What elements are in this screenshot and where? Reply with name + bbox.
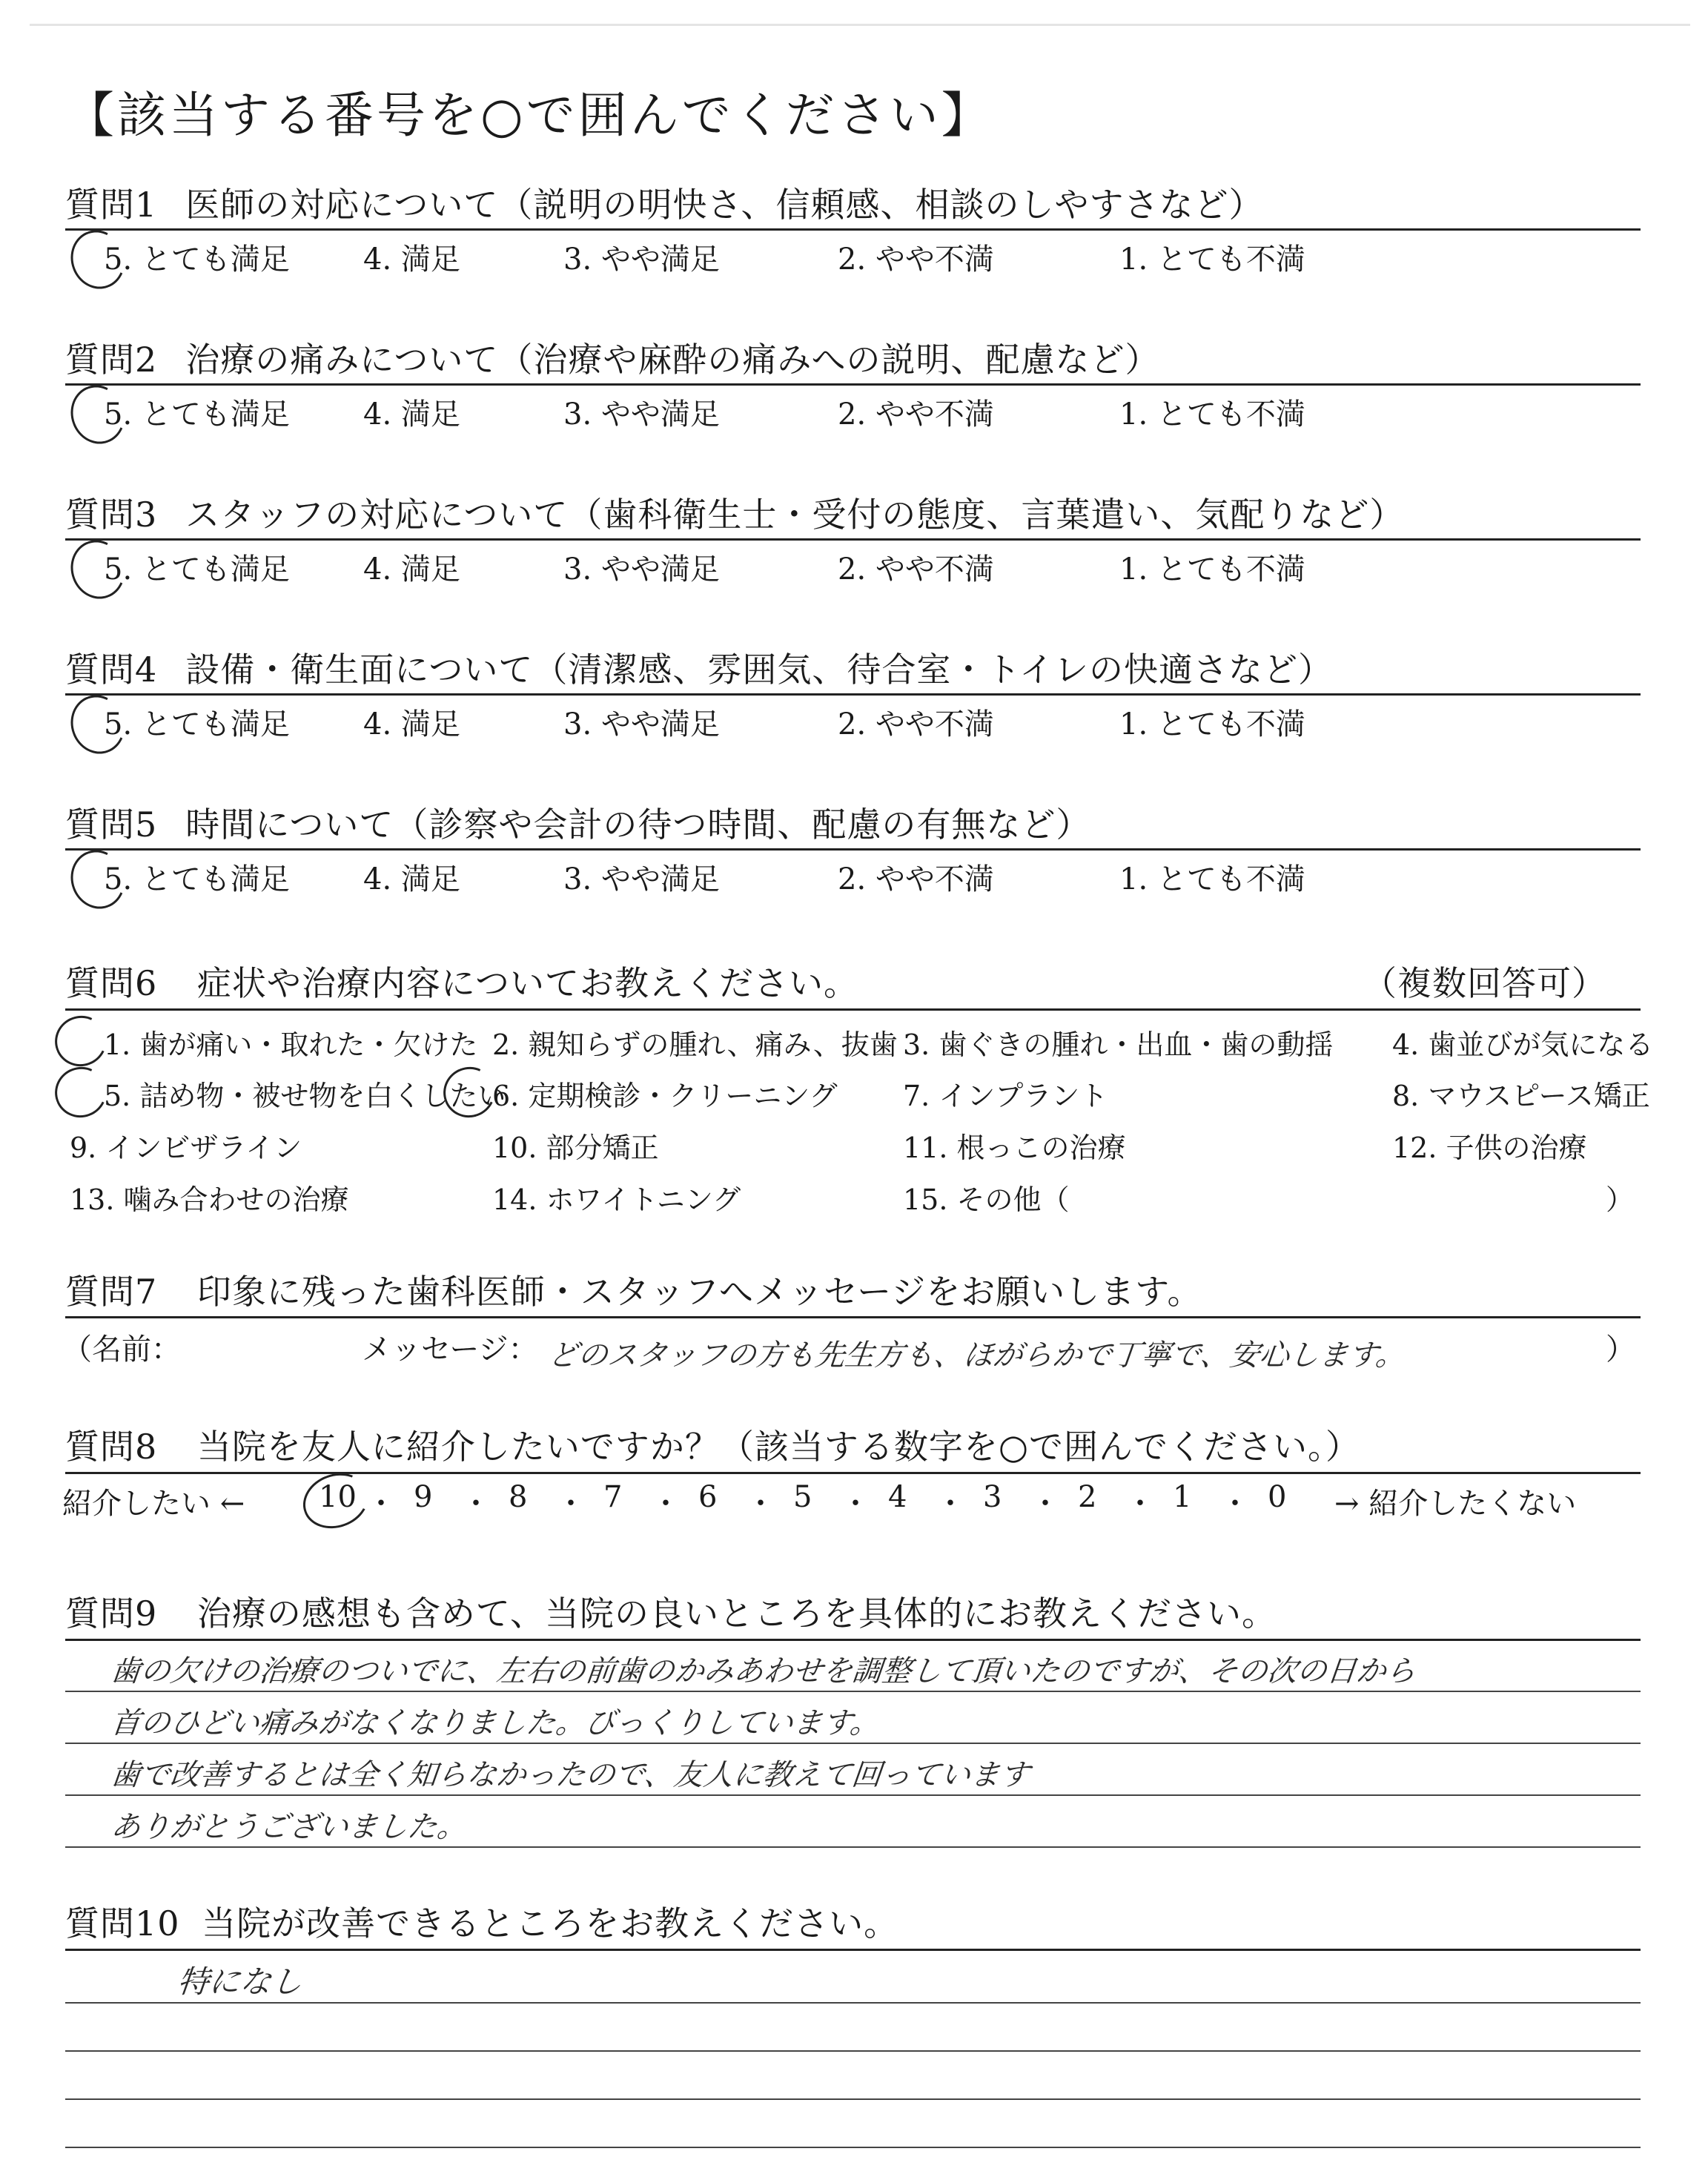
q9-line: [65, 1743, 1641, 1744]
q6-item-12[interactable]: 12. 子供の治療: [1392, 1132, 1587, 1164]
q6-item-4[interactable]: 4. 歯並びが気になる: [1392, 1028, 1654, 1061]
q9-answer-line: ありがとうございました。: [109, 1810, 469, 1844]
scale-separator: ・: [1030, 1487, 1060, 1521]
q2-option-2[interactable]: 2. やや不満: [838, 397, 994, 432]
q4-option-4[interactable]: 4. 満足: [363, 707, 460, 742]
selection-circle: [47, 1060, 113, 1125]
question-text: スタッフの対応について（歯科衛生士・受付の態度、言葉遣い、気配りなど）: [185, 495, 1405, 535]
q8-score-2[interactable]: 2: [1078, 1480, 1097, 1514]
scale-separator: ・: [366, 1487, 396, 1521]
q6-item-14[interactable]: 14. ホワイトニング: [492, 1183, 741, 1216]
q2-option-4[interactable]: 4. 満足: [363, 397, 460, 432]
q2-option-5[interactable]: 5. とても満足: [104, 397, 290, 432]
q10-text: 当院が改善できるところをお教えください。: [202, 1903, 899, 1943]
q6-note: （複数回答可）: [1363, 963, 1606, 1003]
q2-heading: [65, 333, 1159, 382]
q7-label: 質問7: [65, 1272, 158, 1312]
q6-heading: [65, 957, 858, 1005]
q4-option-5[interactable]: 5. とても満足: [104, 707, 290, 742]
scale-separator: ・: [746, 1487, 775, 1521]
question-label: 質問4: [65, 650, 158, 690]
q9-line: [65, 1794, 1641, 1796]
selection-circle: [47, 1008, 113, 1074]
question-text: 医師の対応について（説明の明快さ、信頼感、相談のしやすさなど）: [185, 185, 1264, 225]
q4-option-3[interactable]: 3. やや満足: [563, 707, 720, 742]
q7-message: どのスタッフの方も先生方も、ほがらかで丁寧で、安心します。: [546, 1338, 1408, 1373]
q10-heading: [65, 1897, 898, 1946]
q10-line-3: [65, 2098, 1641, 2100]
scale-separator: ・: [651, 1487, 681, 1521]
q8-score-1[interactable]: 1: [1173, 1480, 1192, 1514]
q6-item-15[interactable]: 15. その他（: [903, 1183, 1070, 1216]
q6-text: 症状や治療内容についてお教えください。: [196, 963, 858, 1003]
q1-option-4[interactable]: 4. 満足: [363, 242, 460, 277]
q2-rule: [65, 383, 1641, 386]
q4-option-1[interactable]: 1. とても不満: [1119, 707, 1305, 742]
q6-other-close: ）: [1606, 1183, 1635, 1216]
q9-line: [65, 1691, 1641, 1692]
question-text: 治療の痛みについて（治療や麻酔の痛みへの説明、配慮など）: [185, 340, 1160, 380]
q9-answer-line: 歯で改善するとは全く知らなかったので、友人に教えて回っています: [109, 1758, 1032, 1792]
q9-heading: [65, 1587, 1277, 1636]
selection-circle: [436, 1060, 502, 1125]
q8-label: 質問8: [65, 1427, 158, 1467]
scale-separator: ・: [1220, 1487, 1250, 1521]
q8-score-6[interactable]: 6: [698, 1480, 718, 1514]
q6-item-9[interactable]: 9. インビザライン: [70, 1132, 302, 1164]
q7-heading: [65, 1265, 1202, 1314]
q2-option-1[interactable]: 1. とても不満: [1119, 397, 1305, 432]
q7-text: 印象に残った歯科医師・スタッフへメッセージをお願いします。: [196, 1272, 1202, 1312]
q6-rule: [65, 1008, 1641, 1011]
q6-item-5[interactable]: 5. 詰め物・被せ物を白くしたい: [104, 1080, 506, 1112]
q1-rule: [65, 228, 1641, 231]
q8-heading: [65, 1420, 1360, 1469]
q5-option-3[interactable]: 3. やや満足: [563, 862, 720, 896]
q6-item-8[interactable]: 8. マウスピース矯正: [1392, 1080, 1650, 1112]
q5-option-2[interactable]: 2. やや不満: [838, 862, 994, 896]
q1-option-5[interactable]: 5. とても満足: [104, 242, 290, 277]
q9-label: 質問9: [65, 1593, 158, 1634]
selection-circle: [62, 222, 133, 297]
q3-option-1[interactable]: 1. とても不満: [1119, 552, 1305, 587]
q10-line-4: [65, 2147, 1641, 2148]
scale-separator: ・: [461, 1487, 491, 1521]
selection-circle: [62, 842, 133, 916]
q6-item-3[interactable]: 3. 歯ぐきの腫れ・出血・歯の動揺: [903, 1028, 1334, 1061]
q8-score-0[interactable]: 0: [1268, 1480, 1287, 1514]
scale-separator: ・: [841, 1487, 870, 1521]
q8-score-4[interactable]: 4: [888, 1480, 907, 1514]
q8-right-label: → 紹介したくない: [1334, 1487, 1577, 1521]
question-label: 質問1: [65, 185, 158, 225]
q3-option-2[interactable]: 2. やや不満: [838, 552, 994, 587]
q7-message-label: メッセージ：: [362, 1332, 538, 1367]
q8-text: 当院を友人に紹介したいですか？（該当する数字を○で囲んでください。）: [196, 1427, 1361, 1467]
question-label: 質問3: [65, 495, 158, 535]
q9-line: [65, 1639, 1641, 1641]
q8-score-10[interactable]: 10: [319, 1480, 357, 1514]
q1-option-1[interactable]: 1. とても不満: [1119, 242, 1305, 277]
q5-option-1[interactable]: 1. とても不満: [1119, 862, 1305, 896]
q9-answer-line: 首のひどい痛みがなくなりました。びっくりしています。: [109, 1706, 881, 1740]
q3-option-5[interactable]: 5. とても満足: [104, 552, 290, 587]
question-label: 質問5: [65, 805, 158, 845]
q6-item-1[interactable]: 1. 歯が痛い・取れた・欠けた: [104, 1028, 478, 1061]
selection-circle: [62, 377, 133, 452]
q6-item-11[interactable]: 11. 根っこの治療: [903, 1132, 1126, 1164]
q5-option-5[interactable]: 5. とても満足: [104, 862, 290, 896]
q6-item-2[interactable]: 2. 親知らずの腫れ、痛み、抜歯: [492, 1028, 898, 1061]
selection-circle: [62, 687, 133, 762]
q6-item-7[interactable]: 7. インプラント: [903, 1080, 1108, 1112]
q10-label: 質問10: [65, 1903, 180, 1943]
q6-item-6[interactable]: 6. 定期検診・クリーニング: [492, 1080, 838, 1112]
q4-option-2[interactable]: 2. やや不満: [838, 707, 994, 742]
q3-option-3[interactable]: 3. やや満足: [563, 552, 720, 587]
q10-line-2: [65, 2050, 1641, 2052]
q6-item-10[interactable]: 10. 部分矯正: [492, 1132, 659, 1164]
q5-rule: [65, 848, 1641, 851]
q3-heading: [65, 488, 1404, 537]
q5-option-4[interactable]: 4. 満足: [363, 862, 460, 896]
q5-heading: [65, 798, 1090, 847]
scale-separator: ・: [936, 1487, 965, 1521]
q4-heading: [65, 643, 1333, 692]
q10-answer: 特になし: [176, 1964, 305, 2000]
q1-option-3[interactable]: 3. やや満足: [563, 242, 720, 277]
q9-text: 治療の感想も含めて、当院の良いところを具体的にお教えください。: [196, 1593, 1277, 1634]
q8-score-8[interactable]: 8: [509, 1480, 528, 1514]
question-label: 質問2: [65, 340, 158, 380]
q7-rule: [65, 1316, 1641, 1318]
selection-circle: [62, 532, 133, 607]
q8-rule: [65, 1472, 1641, 1474]
scan-edge: [30, 24, 1690, 26]
q8-score-9[interactable]: 9: [414, 1480, 433, 1514]
scale-separator: ・: [1125, 1487, 1155, 1521]
q8-score-3[interactable]: 3: [983, 1480, 1002, 1514]
q7-close: ）: [1606, 1332, 1635, 1367]
q10-line-1: [65, 2002, 1641, 2004]
selection-circle: [295, 1464, 376, 1537]
q7-name-label: （名前：: [62, 1332, 181, 1367]
q6-item-13[interactable]: 13. 噛み合わせの治療: [70, 1183, 349, 1216]
q2-option-3[interactable]: 3. やや満足: [563, 397, 720, 432]
scale-separator: ・: [556, 1487, 586, 1521]
q8-left-label: 紹介したい ←: [62, 1487, 245, 1521]
question-text: 設備・衛生面について（清潔感、雰囲気、待合室・トイレの快適さなど）: [185, 650, 1334, 690]
q9-line: [65, 1846, 1641, 1848]
q8-score-5[interactable]: 5: [793, 1480, 812, 1514]
q3-option-4[interactable]: 4. 満足: [363, 552, 460, 587]
q1-option-2[interactable]: 2. やや不満: [838, 242, 994, 277]
q9-answer-line: 歯の欠けの治療のついでに、左右の前歯のかみあわせを調整して頂いたのですが、その次の日から: [109, 1654, 1418, 1688]
q10-rule: [65, 1949, 1641, 1951]
q6-label: 質問6: [65, 963, 158, 1003]
q1-heading: [65, 178, 1264, 227]
question-text: 時間について（診察や会計の待つ時間、配慮の有無など）: [185, 805, 1091, 845]
q8-score-7[interactable]: 7: [603, 1480, 623, 1514]
page-heading: 【該当する番号を○で囲んでください】: [65, 87, 993, 144]
q4-rule: [65, 693, 1641, 696]
q3-rule: [65, 538, 1641, 541]
